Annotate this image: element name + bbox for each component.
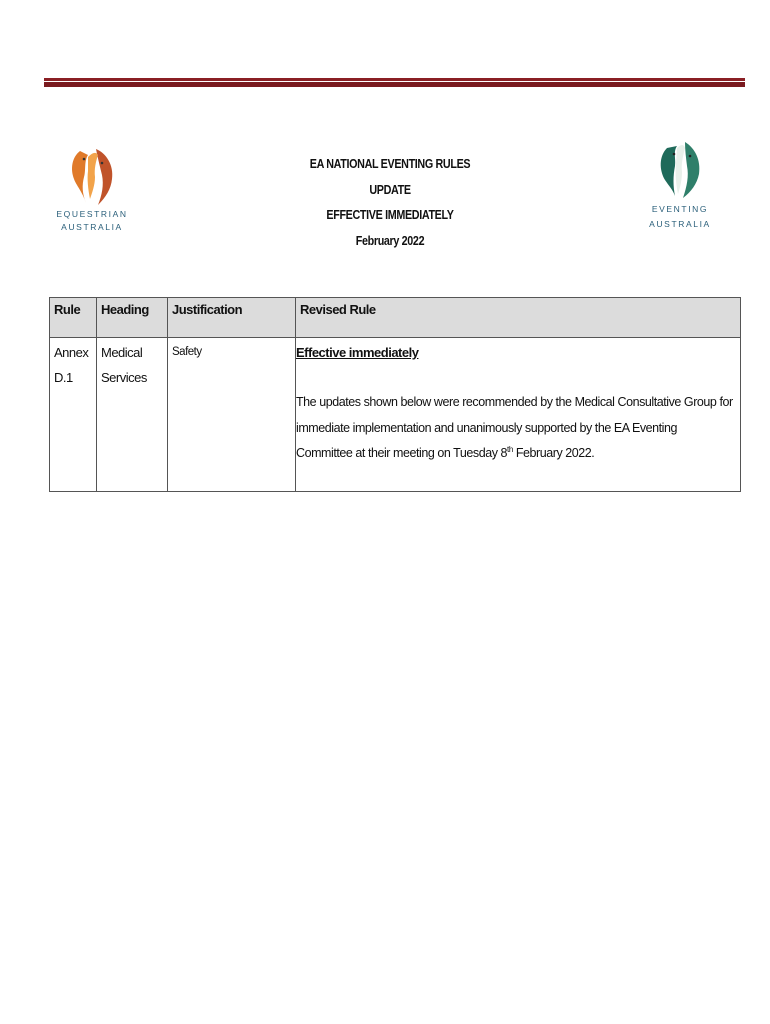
table-header-row bbox=[50, 298, 741, 338]
equestrian-australia-logo bbox=[52, 145, 132, 245]
horse-head-logo-icon bbox=[62, 145, 122, 207]
revised-text-before: The updates shown below were recommended by the Medical Consultative Group for immediate implementation and unanimously supported by the EA Eventing Committee at their meeting on Tuesday 8 bbox=[296, 395, 733, 460]
heading-line: Medical bbox=[101, 345, 143, 360]
logo-text-line1: EVENTING bbox=[651, 204, 709, 214]
revised-text-after: February 2022. bbox=[512, 446, 595, 460]
logo-text-line2: AUSTRALIA bbox=[61, 222, 123, 232]
title-line: February 2022 bbox=[355, 233, 425, 248]
column-header-revised-rule: Revised Rule bbox=[296, 298, 741, 338]
cell-justification bbox=[168, 338, 296, 492]
horse-head-logo-icon bbox=[653, 138, 707, 200]
cell-heading bbox=[97, 338, 168, 492]
rule-line: D.1 bbox=[54, 370, 73, 385]
logo-text-line1: EQUESTRIAN bbox=[56, 209, 128, 219]
rule-line: Annex bbox=[54, 345, 89, 360]
column-header-justification: Justification bbox=[168, 298, 296, 338]
heading-line: Services bbox=[101, 370, 147, 385]
top-divider-rule bbox=[44, 78, 745, 87]
justification-text: Safety bbox=[172, 346, 202, 358]
effective-heading: Effective immediately bbox=[296, 345, 419, 360]
rules-table bbox=[49, 297, 741, 492]
revised-superscript: th bbox=[507, 444, 513, 454]
cell-rule bbox=[50, 338, 97, 492]
cell-revised-rule bbox=[296, 338, 741, 492]
column-header-heading: Heading bbox=[97, 298, 168, 338]
table-row bbox=[50, 338, 741, 492]
title-line: UPDATE bbox=[369, 182, 411, 197]
logo-text-line2: AUSTRALIA bbox=[649, 219, 711, 229]
document-title-block bbox=[257, 152, 524, 254]
title-line: EFFECTIVE IMMEDIATELY bbox=[326, 208, 454, 222]
eventing-australia-logo bbox=[640, 138, 720, 238]
revised-rule-paragraph bbox=[296, 390, 736, 467]
column-header-rule: Rule bbox=[50, 298, 97, 338]
title-line: EA NATIONAL EVENTING RULES bbox=[309, 157, 471, 171]
